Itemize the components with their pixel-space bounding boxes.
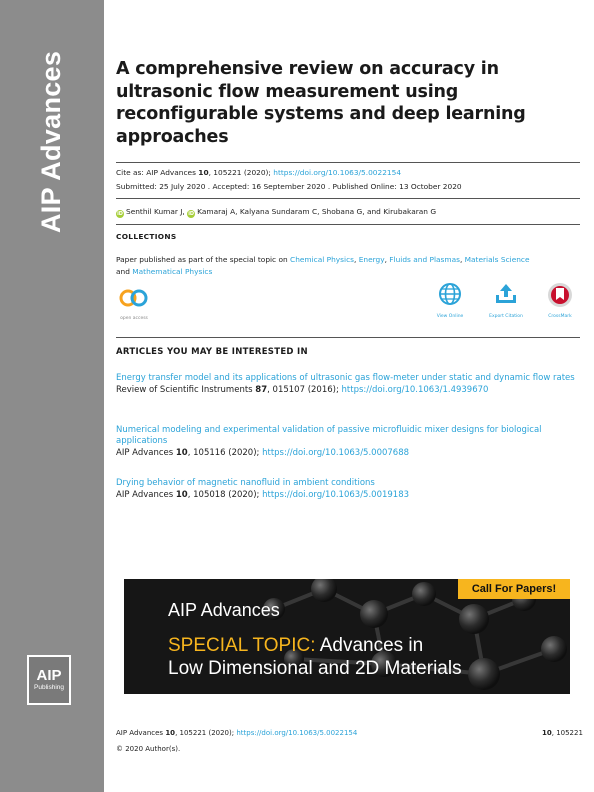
related-doi-link[interactable]: https://doi.org/10.1063/1.4939670 bbox=[341, 385, 489, 395]
related-journal: AIP Advances bbox=[116, 448, 176, 458]
special-topic-title-line2: Low Dimensional and 2D Materials bbox=[168, 658, 462, 679]
aip-publishing-logo[interactable] bbox=[27, 655, 71, 705]
special-topic-label: SPECIAL TOPIC: bbox=[168, 635, 316, 656]
crossmark-button[interactable] bbox=[540, 282, 580, 319]
author-2[interactable]: Kamaraj A bbox=[197, 207, 236, 216]
related-article-citation bbox=[116, 490, 576, 501]
collections-intro: Paper published as part of the special topic on bbox=[116, 255, 291, 264]
related-rest: , 105116 (2020); bbox=[187, 448, 263, 458]
author-1[interactable]: Senthil Kumar J bbox=[126, 207, 183, 216]
related-heading: ARTICLES YOU MAY BE INTERESTED IN bbox=[116, 347, 308, 357]
orcid-icon[interactable]: iD bbox=[188, 211, 195, 217]
dates-divider bbox=[116, 198, 580, 199]
banner-journal-name: AIP Advances bbox=[168, 600, 280, 620]
topic-link[interactable]: Materials Science bbox=[464, 255, 530, 264]
journal-sidebar bbox=[0, 0, 104, 792]
related-article bbox=[116, 373, 576, 396]
citation-doi-link[interactable]: https://doi.org/10.1063/5.0022154 bbox=[273, 168, 402, 177]
orcid-icon[interactable]: iD bbox=[117, 211, 123, 217]
export-citation-label: Export Citation bbox=[489, 314, 523, 319]
citation-rest: , 105221 (2020); bbox=[208, 168, 274, 177]
open-access-badge[interactable] bbox=[114, 288, 154, 321]
footer-page-rest: , 105221 bbox=[551, 729, 583, 737]
related-article-citation bbox=[116, 448, 576, 459]
related-volume: 87 bbox=[255, 385, 268, 395]
publishing-logo-text: Publishing bbox=[34, 684, 64, 691]
aip-logo-text: AIP bbox=[36, 667, 62, 684]
related-journal: AIP Advances bbox=[116, 490, 176, 500]
topic-link[interactable]: Energy bbox=[358, 255, 385, 264]
tools-divider bbox=[116, 337, 580, 338]
title-divider bbox=[116, 162, 580, 163]
collections-heading: COLLECTIONS bbox=[116, 232, 177, 241]
crossmark-label: CrossMark bbox=[548, 314, 572, 319]
citation-line bbox=[116, 167, 401, 179]
call-for-papers-banner[interactable] bbox=[124, 579, 570, 694]
export-icon bbox=[493, 282, 519, 306]
citation-volume: 10 bbox=[198, 168, 209, 177]
footer-page-volume: 10 bbox=[542, 729, 552, 737]
crossmark-icon bbox=[547, 282, 573, 308]
authors-divider bbox=[116, 224, 580, 225]
collections-and: and bbox=[116, 267, 133, 276]
topic-link[interactable]: Mathematical Physics bbox=[132, 267, 213, 276]
related-rest: , 105018 (2020); bbox=[187, 490, 263, 500]
related-journal: Review of Scientific Instruments bbox=[116, 385, 256, 395]
related-article-title[interactable]: Energy transfer model and its applications of ultrasonic gas flow-meter under static and dynamic flow rates bbox=[116, 373, 575, 383]
related-article-citation bbox=[116, 385, 576, 396]
footer-rest: , 105221 (2020); bbox=[175, 729, 237, 737]
related-article bbox=[116, 478, 576, 501]
related-volume: 10 bbox=[175, 448, 188, 458]
author-separator: , bbox=[182, 207, 188, 216]
view-online-button[interactable] bbox=[430, 282, 470, 319]
related-article-title[interactable]: Numerical modeling and experimental validation of passive microfluidic mixer designs for biological applications bbox=[116, 425, 542, 446]
article-title: A comprehensive review on accuracy in ultrasonic flow measurement using reconfigurable systems and deep learning approaches bbox=[116, 59, 526, 147]
related-rest: , 015107 (2016); bbox=[267, 385, 342, 395]
footer-journal: AIP Advances bbox=[116, 729, 166, 737]
globe-icon bbox=[438, 282, 462, 306]
view-online-label: View Online bbox=[436, 314, 464, 319]
related-doi-link[interactable]: https://doi.org/10.1063/5.0019183 bbox=[262, 490, 410, 500]
special-topic-title-line1: Advances in bbox=[315, 635, 424, 656]
related-doi-link[interactable]: https://doi.org/10.1063/5.0007688 bbox=[262, 448, 410, 458]
banner-special-topic bbox=[168, 634, 462, 680]
collections-text: Paper published as part of the special topic on Chemical Physics, Energy, Fluids and Plasmas, Materials Science and Mathematical Physics bbox=[116, 255, 530, 276]
export-citation-button[interactable] bbox=[486, 282, 526, 319]
footer-citation bbox=[116, 729, 357, 737]
call-for-papers-label: Call For Papers! bbox=[458, 579, 570, 599]
topic-link[interactable]: Fluids and Plasmas bbox=[389, 255, 460, 264]
open-access-icon bbox=[116, 288, 152, 312]
citation-prefix: Cite as: AIP Advances bbox=[116, 168, 199, 177]
footer-doi-link[interactable]: https://doi.org/10.1063/5.0022154 bbox=[236, 729, 358, 737]
journal-name-vertical: AIP Advances bbox=[36, 50, 66, 233]
related-article-title[interactable]: Drying behavior of magnetic nanofluid in ambient conditions bbox=[116, 478, 375, 488]
footer-volume: 10 bbox=[165, 729, 176, 737]
related-article bbox=[116, 425, 576, 459]
footer-page-number bbox=[542, 729, 583, 737]
copyright-notice: © 2020 Author(s). bbox=[116, 745, 181, 753]
open-access-label: open access bbox=[120, 316, 148, 321]
publication-dates: Submitted: 25 July 2020 . Accepted: 16 September 2020 . Published Online: 13 October 2020 bbox=[116, 182, 462, 191]
related-volume: 10 bbox=[175, 490, 188, 500]
topic-link[interactable]: Chemical Physics bbox=[290, 255, 355, 264]
authors-rest: , Kalyana Sundaram C, Shobana G, and Kirubakaran G bbox=[235, 207, 437, 216]
authors-line bbox=[116, 206, 436, 218]
